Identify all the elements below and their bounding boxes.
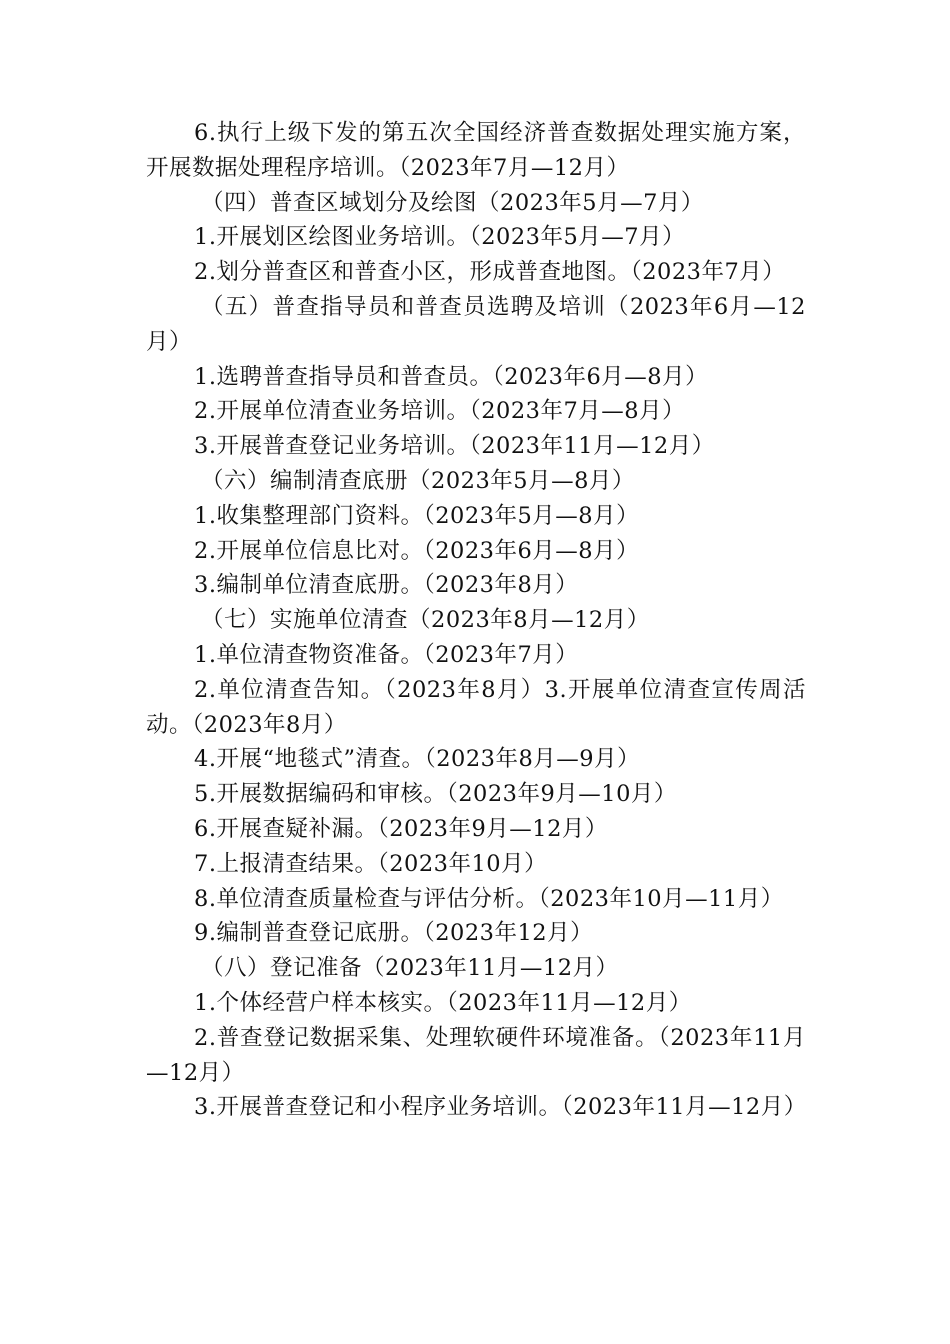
paragraph-item: 2.开展单位清查业务培训。（2023年7月—8月） [194,398,686,425]
paragraph-item: 2.划分普查区和普查小区，形成普查地图。（2023年7月） [194,259,786,286]
paragraph-item: 2.开展单位信息比对。（2023年6月—8月） [194,537,640,564]
paragraph-item: 4.开展“地毯式”清查。（2023年8月—9月） [194,746,641,773]
paragraph-item: 5.开展数据编码和审核。（2023年9月—10月） [194,781,677,808]
paragraph-item: 1.个体经营户样本核实。（2023年11月—12月） [194,989,692,1016]
section-heading: （五）普查指导员和普查员选聘及培训（2023年6月—12月） [146,293,806,355]
paragraph-item: 7.上报清查结果。（2023年10月） [194,850,548,877]
paragraph-item: 6.执行上级下发的第五次全国经济普查数据处理实施方案，开展数据处理程序培训。（2023年7月—12月） [146,120,806,181]
section-heading: （六）编制清查底册（2023年5月—8月） [201,467,635,494]
paragraph-item: 3.编制单位清查底册。（2023年8月） [194,572,579,599]
section-heading: （四）普查区域划分及绘图（2023年5月—7月） [201,189,704,216]
paragraph-item: 8.单位清查质量检查与评估分析。（2023年10月—11月） [194,885,784,912]
section-heading: （八）登记准备（2023年11月—12月） [201,955,619,982]
document-page [146,116,806,1125]
paragraph-item: 1.单位清查物资准备。（2023年7月） [194,641,579,668]
paragraph-item: 2.单位清查告知。（2023年8月）3.开展单位清查宣传周活动。（2023年8月） [146,676,806,738]
paragraph-item: 1.选聘普查指导员和普查员。（2023年6月—8月） [194,363,709,390]
paragraph-item: 3.开展普查登记和小程序业务培训。（2023年11月—12月） [194,1094,807,1121]
paragraph-item: 3.开展普查登记业务培训。（2023年11月—12月） [194,433,715,460]
paragraph-item: 1.收集整理部门资料。（2023年5月—8月） [194,502,640,529]
paragraph-item: 9.编制普查登记底册。（2023年12月） [194,920,594,947]
paragraph-item: 2.普查登记数据采集、处理软硬件环境准备。（2023年11月—12月） [146,1024,806,1086]
section-heading: （七）实施单位清查（2023年8月—12月） [201,607,650,634]
paragraph-item: 1.开展划区绘图业务培训。（2023年5月—7月） [194,224,686,251]
paragraph-item: 6.开展查疑补漏。（2023年9月—12月） [194,815,608,842]
